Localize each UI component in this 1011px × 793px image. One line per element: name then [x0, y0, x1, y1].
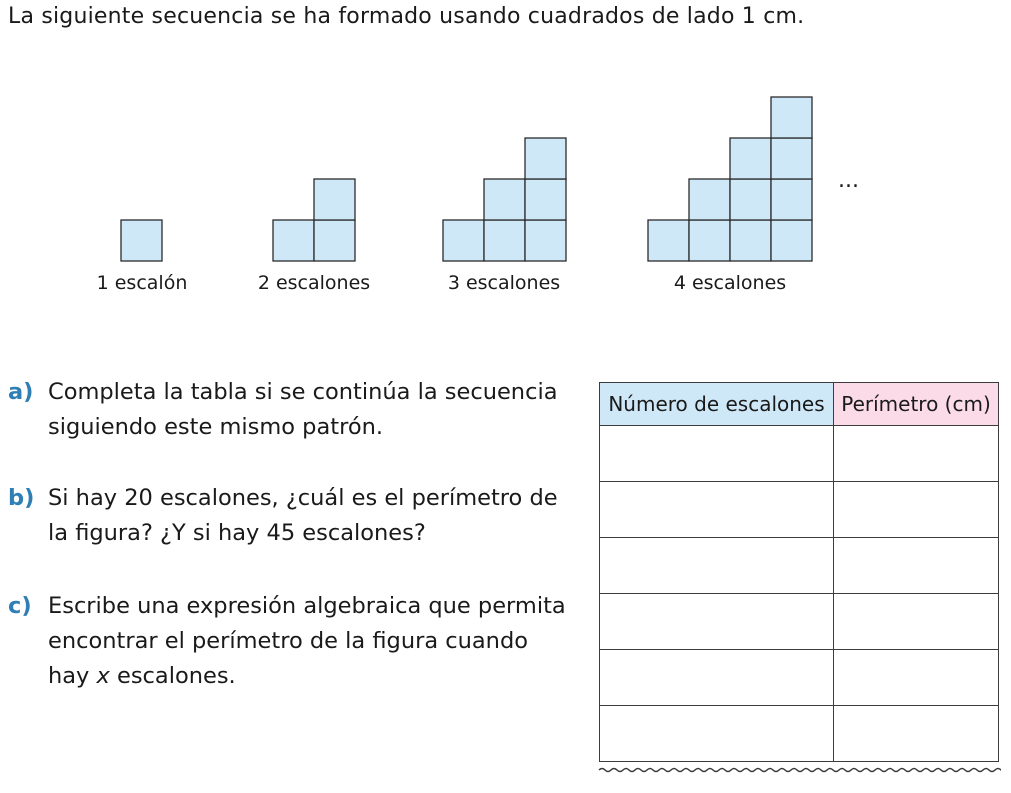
- unit-square: [525, 138, 566, 179]
- unit-square: [689, 179, 730, 220]
- unit-square: [730, 138, 771, 179]
- staircase-4: [648, 97, 812, 261]
- question-b: [8, 481, 573, 551]
- perimeter-cell[interactable]: [834, 426, 999, 482]
- header-perimeter: Perímetro (cm): [834, 383, 999, 426]
- steps-cell[interactable]: [600, 706, 834, 762]
- steps-cell[interactable]: [600, 426, 834, 482]
- steps-cell[interactable]: [600, 594, 834, 650]
- table-row: [600, 706, 999, 762]
- unit-square: [443, 220, 484, 261]
- label-3-steps: 3 escalones: [447, 272, 561, 294]
- table-row: [600, 538, 999, 594]
- unit-square: [314, 220, 355, 261]
- question-c-variable: x: [96, 663, 110, 689]
- unit-square: [525, 179, 566, 220]
- perimeter-cell[interactable]: [834, 650, 999, 706]
- question-c-text-after: escalones.: [109, 663, 236, 689]
- unit-square: [525, 220, 566, 261]
- question-c-letter: c): [8, 593, 32, 619]
- sequence-ellipsis: ...: [838, 168, 859, 193]
- unit-square: [771, 179, 812, 220]
- unit-square: [771, 220, 812, 261]
- table-row: [600, 482, 999, 538]
- label-2-steps: 2 escalones: [257, 272, 371, 294]
- unit-square: [648, 220, 689, 261]
- unit-square: [314, 179, 355, 220]
- steps-cell[interactable]: [600, 650, 834, 706]
- perimeter-cell[interactable]: [834, 706, 999, 762]
- staircase-1: [121, 220, 162, 261]
- question-c-text: [48, 589, 573, 694]
- steps-cell[interactable]: [600, 482, 834, 538]
- question-b-letter: b): [8, 485, 35, 511]
- table-row: [600, 650, 999, 706]
- perimeter-cell[interactable]: [834, 482, 999, 538]
- unit-square: [121, 220, 162, 261]
- intro-text: La siguiente secuencia se ha formado usando cuadrados de lado 1 cm.: [8, 4, 805, 29]
- table-row: [600, 594, 999, 650]
- question-a-letter: a): [8, 379, 34, 405]
- question-c: [8, 589, 573, 694]
- perimeter-cell[interactable]: [834, 538, 999, 594]
- header-steps: Número de escalones: [600, 383, 834, 426]
- table-torn-edge: [597, 762, 1001, 778]
- unit-square: [771, 138, 812, 179]
- answer-table-header-row: [600, 383, 999, 426]
- unit-square: [771, 97, 812, 138]
- steps-cell[interactable]: [600, 538, 834, 594]
- question-a-text: Completa la tabla si se continúa la secuencia siguiendo este mismo patrón.: [48, 379, 558, 440]
- unit-square: [484, 179, 525, 220]
- question-b-text: Si hay 20 escalones, ¿cuál es el perímetro de la figura? ¿Y si hay 45 escalones?: [48, 485, 558, 546]
- unit-square: [273, 220, 314, 261]
- perimeter-cell[interactable]: [834, 594, 999, 650]
- table-row: [600, 426, 999, 482]
- answer-table: [599, 382, 999, 762]
- unit-square: [730, 179, 771, 220]
- unit-square: [730, 220, 771, 261]
- question-a: [8, 375, 573, 445]
- label-1-step: 1 escalón: [96, 272, 188, 294]
- question-c-text-before: Escribe una expresión algebraica que permita encontrar el perímetro de la figura cuando hay: [48, 593, 566, 689]
- unit-square: [484, 220, 525, 261]
- staircase-3: [443, 138, 566, 261]
- label-4-steps: 4 escalones: [673, 272, 787, 294]
- staircase-2: [273, 179, 355, 261]
- staircase-figures: [0, 0, 1011, 320]
- unit-square: [689, 220, 730, 261]
